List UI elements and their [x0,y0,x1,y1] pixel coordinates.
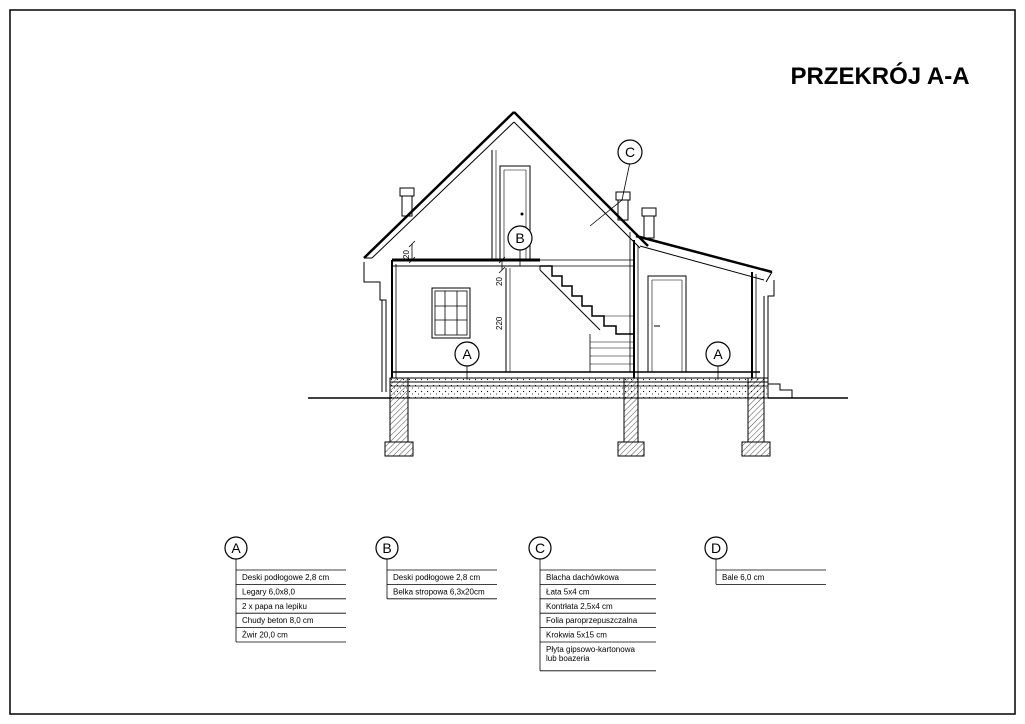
legend-item: Żwir 20,0 cm [242,630,288,640]
legend-c [529,537,656,671]
callout-a-left [455,342,479,366]
legend-item: Krokwia 5x15 cm [546,630,607,640]
legend-item: Blacha dachówkowa [546,573,619,582]
dimension-lines [409,241,505,273]
gutter-right [768,280,774,392]
legend-key: D [710,540,722,556]
dim-height-220: 220 [495,316,504,330]
legend-item: Belka stropowa 6,3x20cm [393,587,485,597]
entrance-step [768,384,792,398]
legend-b [376,537,497,599]
legend-a [225,537,346,642]
svg-text:A: A [713,346,723,362]
legend-key: B [382,540,392,556]
legend-item: Łata 5x4 cm [546,587,590,597]
vent-right [642,208,656,238]
gutter-left [364,262,386,392]
legend-item: Płyta gipsowo-kartonowa lub boazeria [546,645,635,663]
building-section [308,112,848,456]
callout-b [508,226,532,250]
floor-slab [390,378,768,398]
vent-left [400,188,414,216]
svg-text:A: A [462,346,472,362]
legend-item: Deski podłogowe 2,8 cm [393,573,481,582]
callout-leaders [467,162,718,380]
legend-item: Chudy beton 8,0 cm [242,616,314,626]
window [432,288,470,338]
main-roof [364,112,648,258]
callout-a-right [706,342,730,366]
legend-d [705,537,826,584]
dim-floor-20: 20 [495,277,504,286]
legend-item: Folia paroprzepuszczalna [546,616,638,626]
legend-item: Bale 6,0 cm [722,573,765,582]
legend-key: A [231,540,241,556]
drawing-title: PRZEKRÓJ A-A [790,63,970,90]
legends [225,537,826,671]
callout-c [618,140,642,164]
svg-text:C: C [624,144,636,160]
legend-item: Deski podłogowe 2,8 cm [242,573,330,582]
legend-key: C [534,540,546,556]
dim-roof-20: 20 [402,250,411,259]
annex-door [648,276,686,372]
legend-item: 2 x papa na lepiku [242,601,307,611]
sheet-frame [10,10,1015,714]
legend-item: Kontrłata 2,5x4 cm [546,601,613,611]
legend-item: Legary 6,0x8,0 [242,587,295,597]
staircase [540,266,634,372]
svg-text:B: B [515,230,525,246]
